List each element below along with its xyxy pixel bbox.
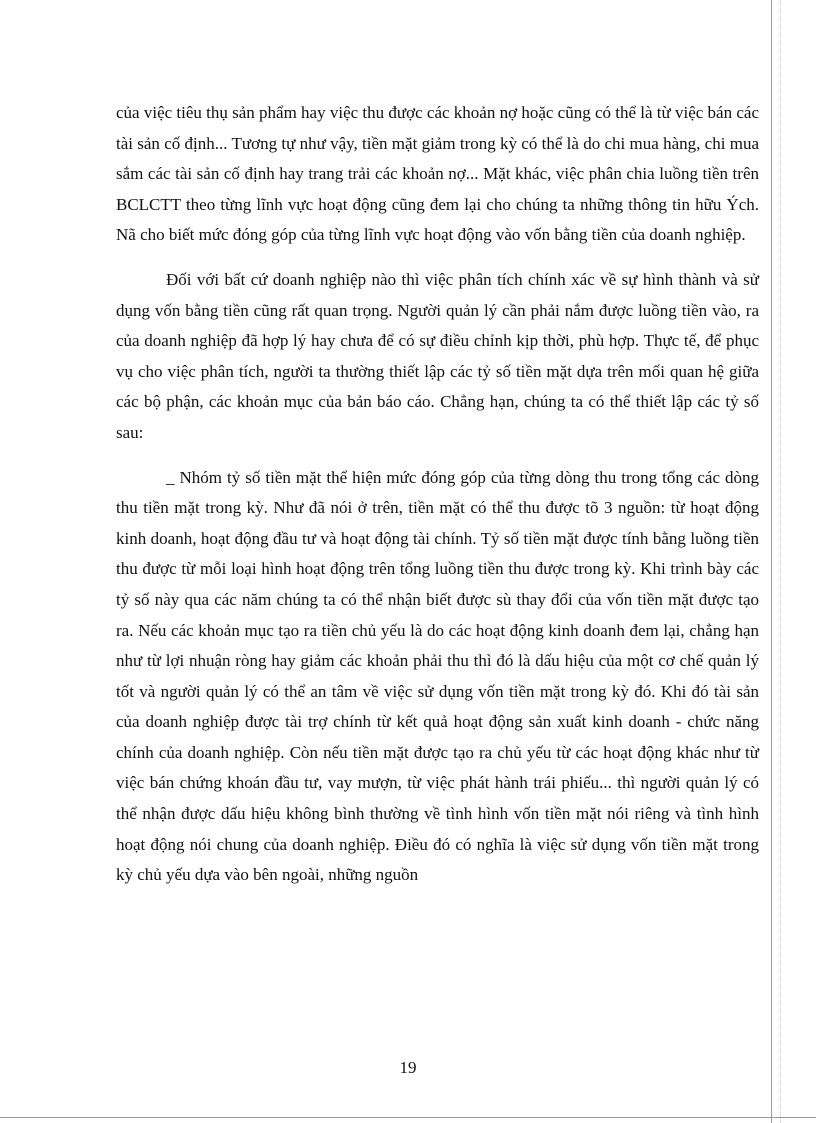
page-number: 19 bbox=[399, 1058, 417, 1077]
page-border-right bbox=[771, 0, 772, 1123]
body-text bbox=[116, 98, 759, 891]
paragraph-cash-analysis: Đối với bất cứ doanh nghiệp nào thì việc phân tích chính xác về sự hình thành và sử dụng vốn bằng tiền cũng rất quan trọng. Người quản lý cần phải nắm được luồng tiền vào, ra của doanh nghiệp đã hợp lý hay chưa để có sự điều chỉnh kịp thời, phù hợp. Thực tế, để phục vụ cho việc phân tích, người ta thường thiết lập các tỷ số tiền mặt dựa trên mối quan hệ giữa các bộ phận, các khoản mục của bản báo cáo. Chẳng hạn, chúng ta có thể thiết lập các tỷ số sau: bbox=[116, 269, 759, 442]
page-edge-guide bbox=[780, 0, 781, 1123]
paragraph-continuation: của việc tiêu thụ sản phẩm hay việc thu được các khoản nợ hoặc cũng có thể là từ việc bán các tài sản cố định... Tương tự như vậy, tiền mặt giảm trong kỳ có thể là do chi mua hàng, chi mua sắm các tài sản cố định hay trang trải các khoản nợ... Mặt khác, việc phân chia luồng tiền trên BCLCTT theo từng lĩnh vực hoạt động cũng đem lại cho chúng ta những thông tin hữu Ých. Nã cho biết mức đóng góp của từng lĩnh vực hoạt động vào vốn bằng tiền của doanh nghiệp. bbox=[116, 103, 759, 245]
page-border-bottom bbox=[0, 1117, 816, 1118]
paragraph-cash-ratio-group: _ Nhóm tỷ số tiền mặt thể hiện mức đóng góp của từng dòng thu trong tổng các dòng thu tiền mặt trong kỳ. Như đã nói ở trên, tiền mặt có thể thu được tõ 3 nguồn: từ hoạt động kinh doanh, hoạt động đầu tư và hoạt động tài chính. Tỷ số tiền mặt được tính bằng luồng tiền thu được từ mỗi loại hình hoạt động trên tổng luồng tiền thu được trong kỳ. Khi trình bày các tỷ số này qua các năm chúng ta có thể nhận biết được sù thay đổi của vốn tiền mặt được tạo ra. Nếu các khoản mục tạo ra tiền chủ yếu là do các hoạt động kinh doanh đem lại, chẳng hạn như từ lợi nhuận ròng hay giảm các khoản phải thu thì đó là dấu hiệu của một cơ chế quản lý tốt và người quản lý có thể an tâm về việc sử dụng vốn tiền mặt trong kỳ đó. Khi đó tài sản của doanh nghiệp được tài trợ chính từ kết quả hoạt động sản xuất kinh doanh - chức năng chính của doanh nghiệp. Còn nếu tiền mặt được tạo ra chủ yếu từ các hoạt động khác như từ việc bán chứng khoán đầu tư, vay mượn, từ việc phát hành trái phiếu... thì người quản lý có thể nhận được dấu hiệu không bình thường về tình hình vốn tiền mặt nói riêng và tình hình hoạt động nói chung của doanh nghiệp. Điều đó có nghĩa là việc sử dụng vốn tiền mặt trong kỳ chủ yếu dựa vào bên ngoài, những nguồn bbox=[116, 467, 759, 885]
